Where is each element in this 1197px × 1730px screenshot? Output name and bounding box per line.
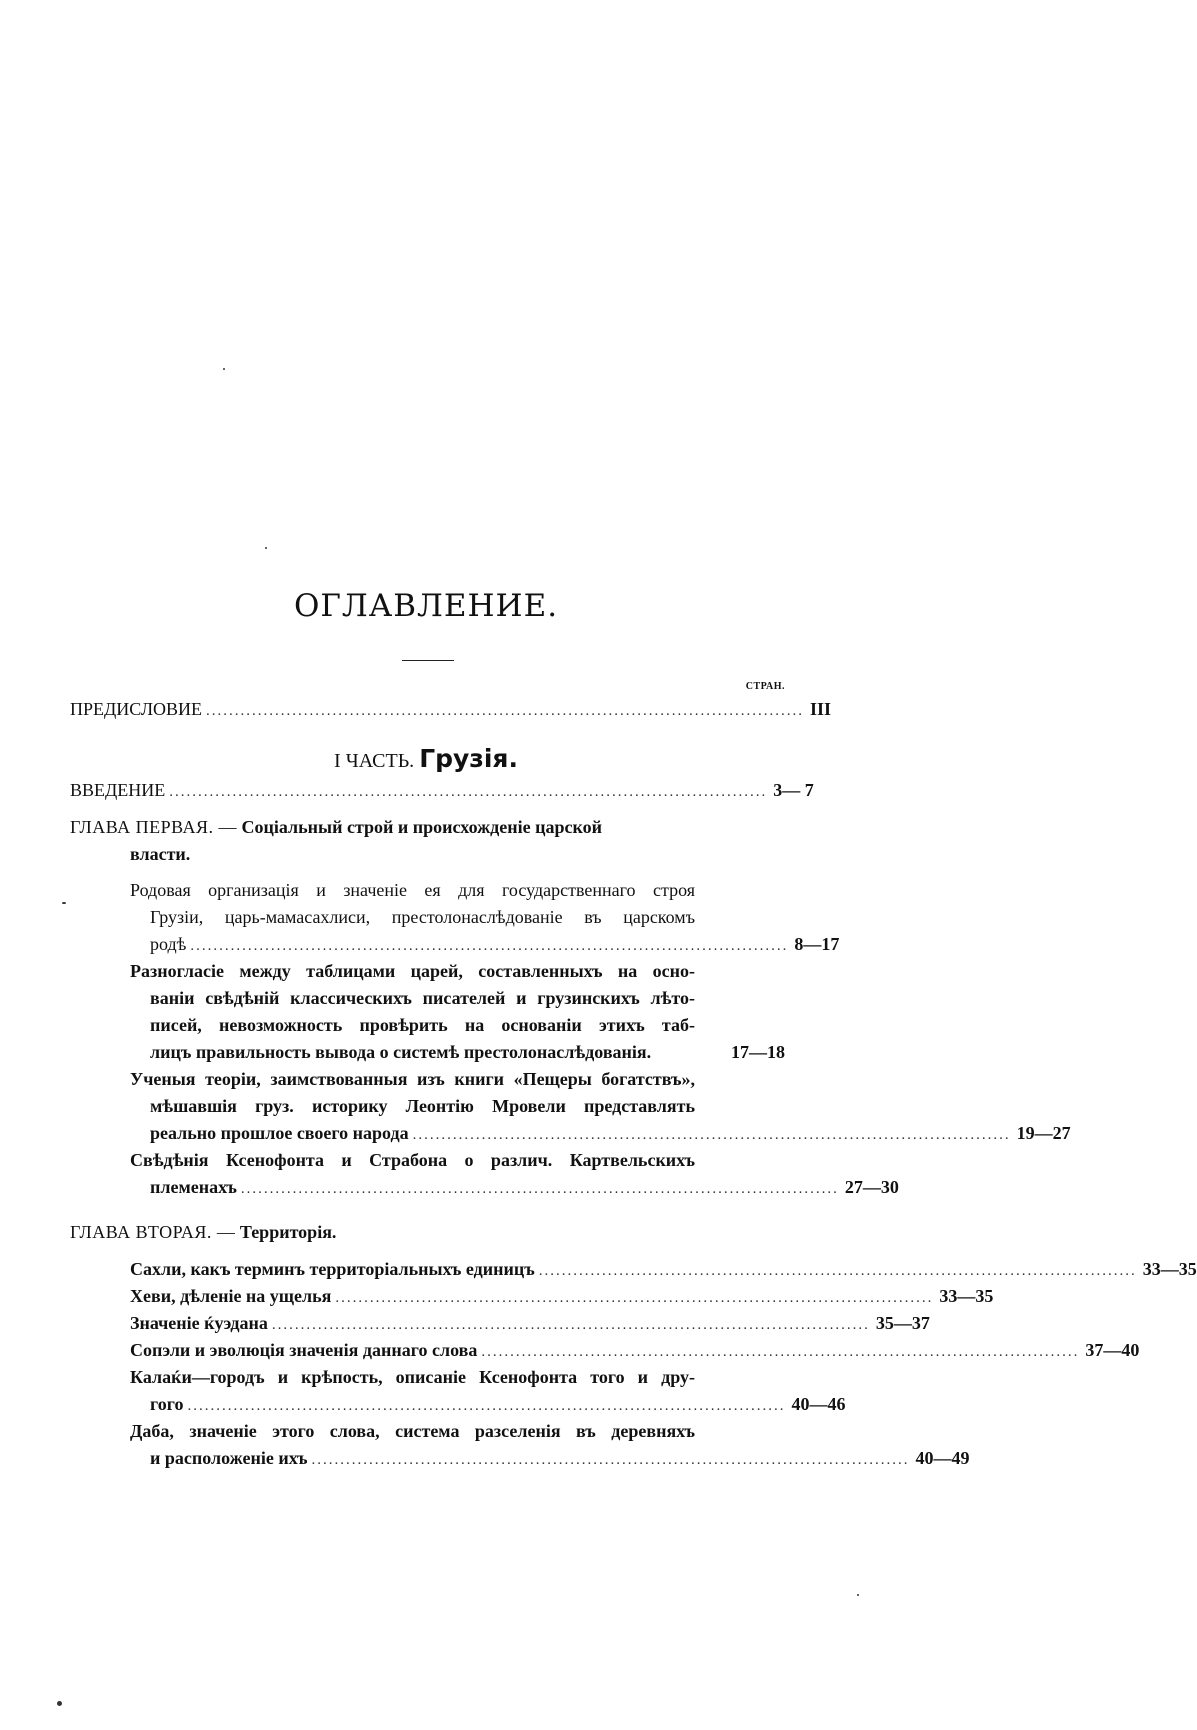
part-heading (0, 744, 852, 773)
dot-leader: ........................................................................................................ (481, 1344, 1080, 1360)
dot-leader: ........................................................................................................ (335, 1290, 934, 1306)
chapter-topic-cont: власти. (130, 844, 191, 864)
toc-page-number: 27—30 (844, 1177, 899, 1197)
page-column-header: СТРАН. (745, 681, 785, 692)
toc-entry (150, 1446, 970, 1472)
toc-page-number: 3— 7 (773, 780, 814, 800)
toc-entry-line: Калаќи—городъ и крѣпость, описаніе Ксенофонта того и дру- (130, 1367, 695, 1387)
part-number: I ЧАСТЬ. (334, 750, 415, 772)
toc-entry-label: родѣ (150, 934, 187, 954)
toc-entry-label: Значеніе ќуэдана (130, 1313, 268, 1333)
toc-entry (130, 1338, 1140, 1364)
toc-entry (150, 932, 840, 958)
toc-page-number: 19—27 (1016, 1123, 1071, 1143)
toc-entry (150, 1175, 899, 1201)
page-title: ОГЛАВЛЕНИЕ. (293, 588, 559, 624)
toc-page-number: III (810, 699, 832, 719)
dot-leader: ........................................................................................................ (187, 1398, 786, 1414)
toc-page-number: 8—17 (794, 934, 840, 954)
toc-entry-intro (70, 778, 814, 804)
dot-leader: ........................................................................................................ (412, 1127, 1011, 1143)
scan-speck (57, 1701, 62, 1706)
toc-page-number: 33—35 (1142, 1259, 1197, 1279)
toc-entry-line: Грузіи, царь-мамасахлиси, престолонаслѣдованіе въ царскомъ (150, 907, 695, 927)
dot-leader: ........................................................................................................ (206, 703, 805, 719)
toc-page-number: 37—40 (1085, 1340, 1140, 1360)
dot-leader: ........................................................................................................ (538, 1263, 1137, 1279)
toc-entry-label: Сахли, какъ терминъ территоріальныхъ единицъ (130, 1259, 535, 1279)
scan-speck (62, 902, 66, 904)
toc-entry (150, 1040, 785, 1064)
toc-entry (130, 1311, 930, 1337)
toc-entry-label: Сопэли и эволюція значенія даннаго слова (130, 1340, 478, 1360)
toc-entry (130, 1284, 994, 1310)
chapter-topic: Соціальный строй и происхожденіе царской (241, 817, 603, 837)
toc-entry-line: Свѣдѣнія Ксенофонта и Страбона о различ. Картвельскихъ (130, 1150, 695, 1170)
toc-entry-line: мѣшавшія груз. историку Леонтію Мровели представлять (150, 1096, 695, 1116)
dot-leader: ........................................................................................................ (311, 1452, 910, 1468)
toc-entry-label: реально прошлое своего народа (150, 1123, 409, 1143)
toc-entry-line: Даба, значеніе этого слова, система разселенія въ деревняхъ (130, 1421, 695, 1441)
scan-speck (857, 1594, 859, 1596)
toc-page-number: 40—46 (791, 1394, 846, 1414)
toc-entry-preface (70, 697, 832, 723)
toc-entry-line: Родовая организація и значеніе ея для государственнаго строя (130, 880, 695, 900)
toc-entry-label: ПРЕДИСЛОВИЕ (70, 699, 203, 719)
toc-entry-line: Разногласіе между таблицами царей, составленныхъ на осно- (130, 961, 695, 981)
toc-entry-label: лицъ правильность вывода о системѣ престолонаслѣдованія. (150, 1042, 652, 1062)
toc-entry (130, 1257, 1197, 1283)
toc-page-number: 33—35 (939, 1286, 994, 1306)
toc-page-number: 17—18 (731, 1042, 785, 1062)
dot-leader: ........................................................................................................ (190, 938, 789, 954)
toc-entry-label: племенахъ (150, 1177, 237, 1197)
chapter-topic: Территорія. (239, 1222, 337, 1242)
dot-leader: ........................................................................................................ (240, 1181, 839, 1197)
chapter-label: ГЛАВА ВТОРАЯ. — (70, 1222, 236, 1242)
chapter-heading (70, 1220, 336, 1244)
toc-page-number: 35—37 (875, 1313, 930, 1333)
toc-entry-label: ВВЕДЕНИЕ (70, 780, 166, 800)
dot-leader: ........................................................................................................ (169, 784, 768, 800)
title-divider (402, 660, 454, 661)
toc-entry-label: гого (150, 1394, 184, 1414)
chapter-label: ГЛАВА ПЕРВАЯ. — (70, 817, 238, 837)
toc-page-number: 40—49 (915, 1448, 970, 1468)
part-name: Грузія. (419, 744, 518, 773)
toc-entry (150, 1121, 1071, 1147)
dot-leader: ........................................................................................................ (271, 1317, 870, 1333)
toc-entry-label: Хеви, дѣленіе на ущелья (130, 1286, 332, 1306)
chapter-heading-cont (130, 842, 190, 866)
scan-speck (223, 368, 225, 370)
toc-entry (150, 1392, 846, 1418)
scan-speck (265, 547, 267, 549)
toc-entry-line: писей, невозможность провѣрить на основаніи этихъ таб- (150, 1015, 695, 1035)
chapter-heading (70, 815, 602, 839)
toc-entry-label: и расположеніе ихъ (150, 1448, 308, 1468)
toc-entry-line: ваніи свѣдѣній классическихъ писателей и грузинскихъ лѣто- (150, 988, 695, 1008)
toc-entry-line: Ученыя теоріи, заимствованныя изъ книги «Пещеры богатствъ», (130, 1069, 695, 1089)
